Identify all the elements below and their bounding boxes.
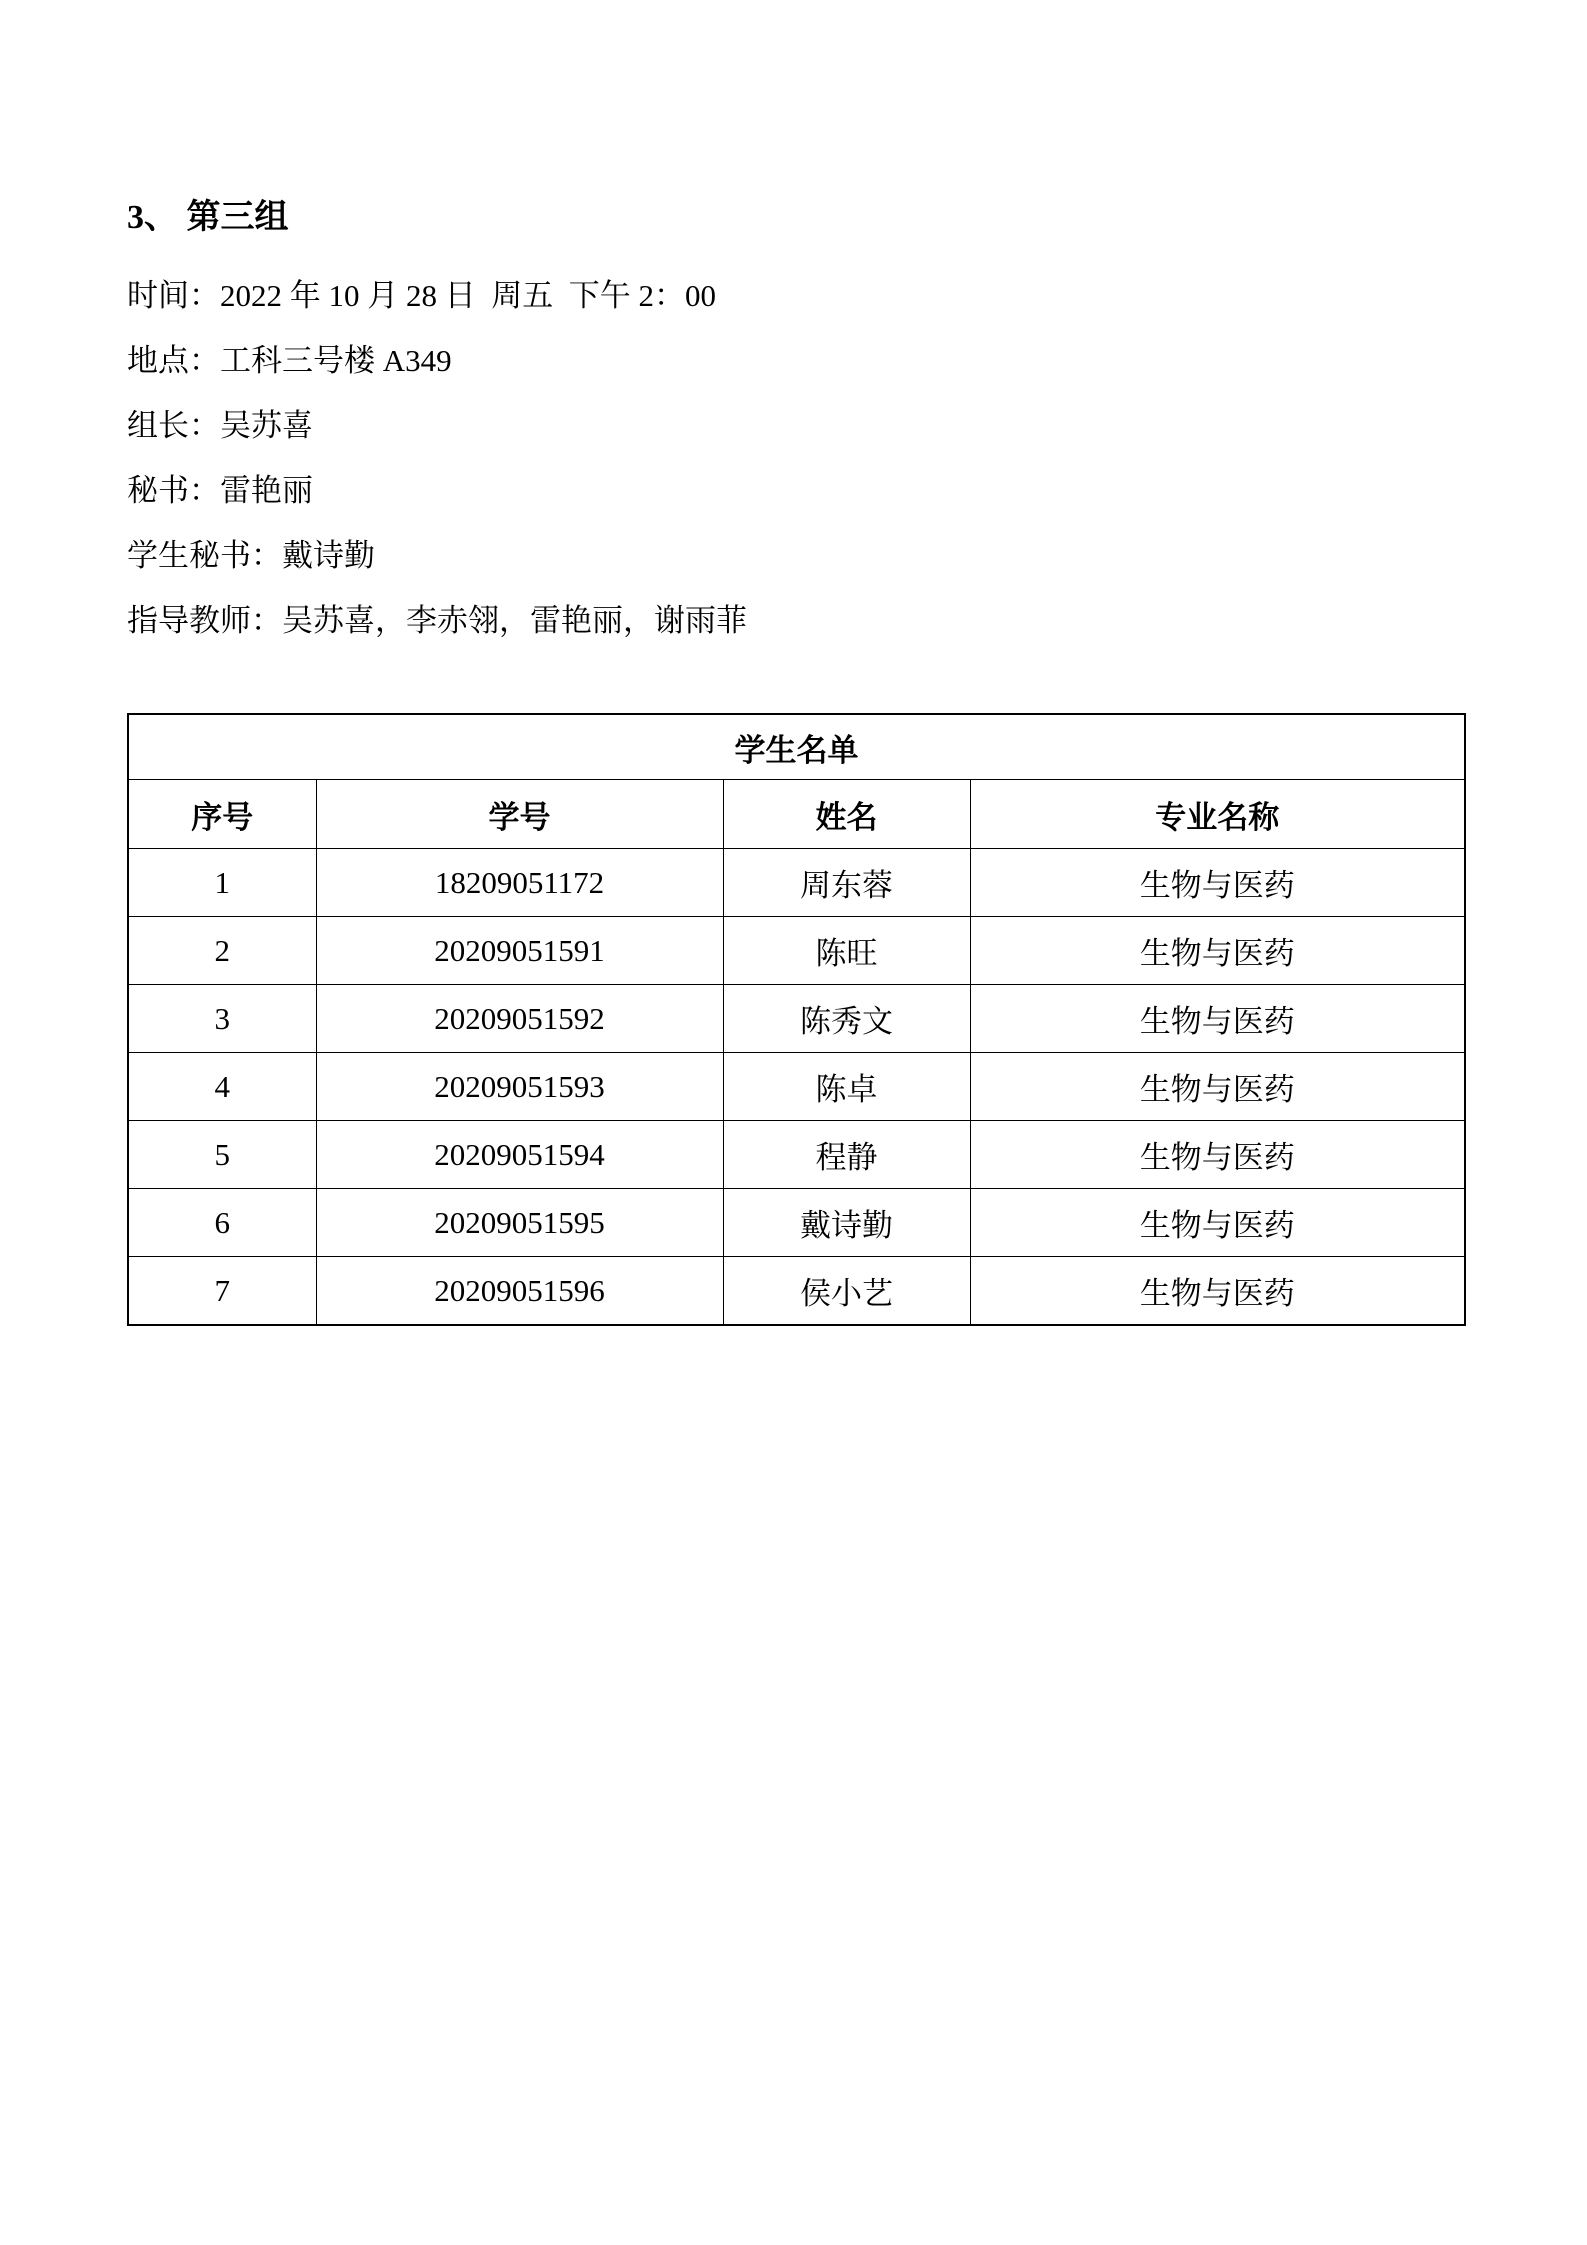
cell-student-id: 20209051596: [316, 1257, 723, 1326]
cell-major: 生物与医药: [970, 849, 1465, 917]
cell-student-id: 20209051591: [316, 917, 723, 985]
info-value: 吴苏喜: [220, 408, 313, 443]
col-header-name: 姓名: [723, 780, 970, 849]
cell-index: 3: [128, 985, 316, 1053]
cell-major: 生物与医药: [970, 985, 1465, 1053]
cell-student-id: 20209051592: [316, 985, 723, 1053]
col-header-index: 序号: [128, 780, 316, 849]
cell-name: 戴诗勤: [723, 1189, 970, 1257]
info-line-advisors: [127, 588, 1467, 653]
cell-index: 5: [128, 1121, 316, 1189]
cell-name: 程静: [723, 1121, 970, 1189]
info-label: 指导教师：: [127, 603, 282, 638]
student-roster-table: [127, 713, 1466, 1326]
cell-index: 1: [128, 849, 316, 917]
table-title-row: [128, 714, 1465, 780]
cell-index: 2: [128, 917, 316, 985]
info-line-group-leader: [127, 393, 1467, 458]
cell-name: 陈旺: [723, 917, 970, 985]
cell-major: 生物与医药: [970, 1121, 1465, 1189]
cell-major: 生物与医药: [970, 917, 1465, 985]
info-block: [127, 263, 1467, 653]
info-line-secretary: [127, 458, 1467, 523]
info-label: 地点：: [127, 343, 220, 378]
info-label: 秘书：: [127, 473, 220, 508]
table-header-row: [128, 780, 1465, 849]
cell-index: 4: [128, 1053, 316, 1121]
cell-name: 陈卓: [723, 1053, 970, 1121]
info-value: 工科三号楼 A349: [220, 343, 452, 378]
table-row: [128, 1121, 1465, 1189]
cell-major: 生物与医药: [970, 1257, 1465, 1326]
section-heading: 3、 第三组: [127, 199, 289, 236]
info-label: 学生秘书：: [127, 538, 282, 573]
cell-student-id: 20209051594: [316, 1121, 723, 1189]
cell-major: 生物与医药: [970, 1053, 1465, 1121]
info-label: 时间：: [127, 278, 220, 313]
table-row: [128, 1053, 1465, 1121]
cell-student-id: 20209051595: [316, 1189, 723, 1257]
cell-student-id: 20209051593: [316, 1053, 723, 1121]
cell-name: 侯小艺: [723, 1257, 970, 1326]
info-value: 戴诗勤: [282, 538, 375, 573]
info-value: 2022 年 10 月 28 日 周五 下午 2：00: [220, 278, 716, 313]
cell-name: 周东蓉: [723, 849, 970, 917]
info-line-location: [127, 328, 1467, 393]
cell-major: 生物与医药: [970, 1189, 1465, 1257]
table-row: [128, 985, 1465, 1053]
table-row: [128, 917, 1465, 985]
info-value: 吴苏喜，李赤翎，雷艳丽，谢雨菲: [282, 603, 747, 638]
cell-name: 陈秀文: [723, 985, 970, 1053]
table-title: 学生名单: [128, 714, 1465, 780]
table-row: [128, 1189, 1465, 1257]
col-header-major: 专业名称: [970, 780, 1465, 849]
col-header-student-id: 学号: [316, 780, 723, 849]
cell-index: 7: [128, 1257, 316, 1326]
info-line-student-secretary: [127, 523, 1467, 588]
info-label: 组长：: [127, 408, 220, 443]
table-row: [128, 1257, 1465, 1326]
info-value: 雷艳丽: [220, 473, 313, 508]
info-line-time: [127, 263, 1467, 328]
cell-student-id: 18209051172: [316, 849, 723, 917]
cell-index: 6: [128, 1189, 316, 1257]
table-row: [128, 849, 1465, 917]
